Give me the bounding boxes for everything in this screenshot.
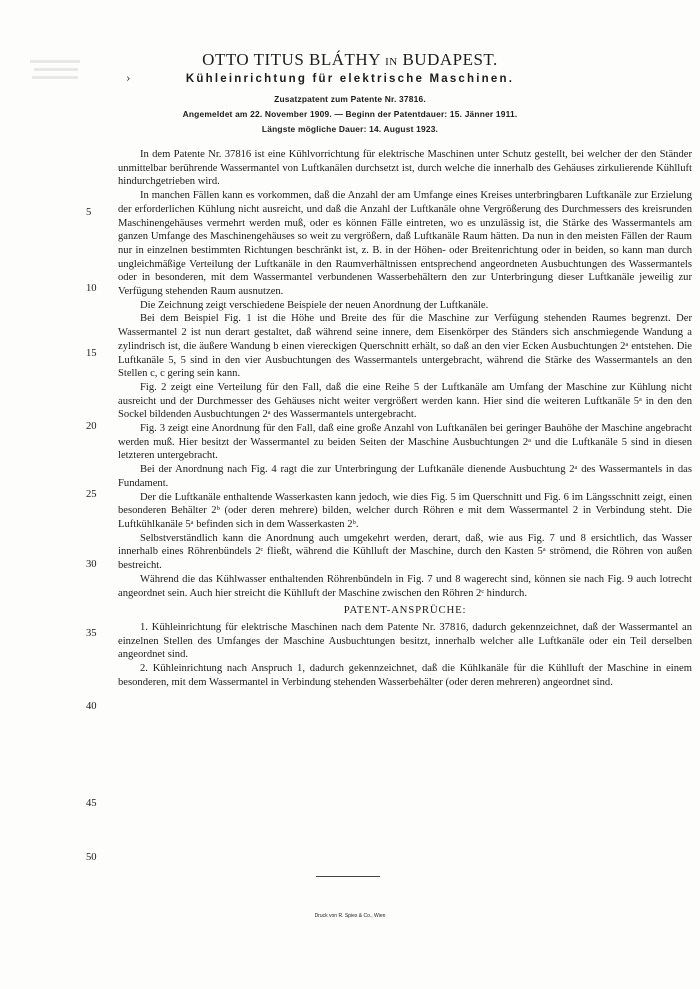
body-paragraph: Selbstverständlich kann die Anordnung auch umgekehrt werden, derart, daß, wie aus Fig. 7 und 8 ersichtlich, das Wasser innerhalb eines Röhrenbündels 2ᶜ fließt, während die Kühlluft der Maschine, durch den Kasten 5ᵃ strömend, die Röhren von außen bestreicht. (118, 532, 692, 572)
author-city: BUDAPEST. (402, 50, 498, 69)
line-number: 10 (86, 283, 97, 294)
body-paragraph: Der die Luftkanäle enthaltende Wasserkasten kann jedoch, wie dies Fig. 5 im Querschnitt und Fig. 6 im Längsschnitt zeigt, einen besonderen Behälter 2ᵇ (oder deren mehrere) bilden, welcher durch Röhren e mit dem Wassermantel 2 in Verbindung steht. Die Luftkühlkanäle 5ᵃ befinden sich in dem Wasserkasten 2ᵇ. (118, 491, 692, 530)
author-name: OTTO TITUS BLÁTHY (202, 50, 381, 69)
line-number: 5 (86, 207, 92, 218)
line-number: 30 (86, 559, 97, 570)
patent-subject: Kühleinrichtung für elektrische Maschinen. (185, 73, 515, 85)
patent-title (0, 50, 700, 70)
body-paragraph: In dem Patente Nr. 37816 ist eine Kühlvorrichtung für elektrische Maschinen unter Schutz gestellt, bei welcher der den Ständer unmittelbar berührende Wassermantel von Luftkanälen durchsetzt ist, durch welche die innerhalb des Gehäuses zirkulierende Kühlluft hindurchgetrieben wird. (118, 149, 692, 188)
line-number: 50 (86, 852, 97, 863)
closing-rule (316, 876, 380, 877)
max-duration: Längste mögliche Dauer: 14. August 1923. (261, 124, 439, 134)
line-number: 45 (86, 798, 97, 809)
body-paragraph: Bei der Anordnung nach Fig. 4 ragt die zur Unterbringung der Luftkanäle dienende Ausbuchtung 2ᵃ des Wassermantels in das Fundament. (118, 464, 692, 489)
body-paragraph: Während die das Kühlwasser enthaltenden Röhrenbündeln in Fig. 7 und 8 wagerecht sind, können sie nach Fig. 9 auch lotrecht angeordnet sein. Auch hier streicht die Kühlluft der Maschine zwischen den Röhren 2ᶜ hindurch. (118, 573, 692, 599)
body-paragraph: In manchen Fällen kann es vorkommen, daß die Anzahl der am Umfange eines Kreises unterbringbaren Luftkanäle zur Erzielung der erforderlichen Kühlung nicht ausreicht, und daß die Anzahl der Luftkanäle ohne Vergrößerung des Durchmessers des kreisrunden Maschinengehäuses vermehrt werden muß, oder es können Fälle eintreten, wo es unzulässig ist, die Stärke des Wassermantels am ganzen Umfange des Maschinengehäuses so weit zu vergrößern, daß Luftkanäle Raum hätten. Da nun in den meisten Fällen der Raum nur in einzelnen bestimmten Richtungen beschränkt ist, z. B. in der Höhen- oder Breitenrichtung oder in beiden, so kann man durch ungleichmäßige Verteilung der Luftkanäle in den Raumverhältnissen entsprechend angeordneten Ausbuchtungen des Wassermantels oder in besonderen, mit dem Wassermantel verbundenen Wasserbehältern den zur Unterbringung dieser Luftkanäle jeweilig zur Verfügung stehenden Raum ausnutzen. (118, 190, 692, 298)
line-number: 40 (86, 701, 97, 712)
line-number: 25 (86, 489, 97, 500)
body-paragraph: Fig. 2 zeigt eine Verteilung für den Fall, daß die eine Reihe 5 der Luftkanäle am Umfang der Maschine zur Kühlung nicht ausreicht und der Durchmesser des Gehäuses nicht weiter vergrößert werden kann. Hier sind die weiteren Luftkanäle 5ᵃ in den den Sockel bildenden Ausbuchtungen 2ᵃ des Wassermantels untergebracht. (118, 381, 692, 421)
body-paragraph: Bei dem Beispiel Fig. 1 ist die Höhe und Breite des für die Maschine zur Verfügung stehenden Raumes begrenzt. Der Wassermantel 2 ist nun derart gestaltet, daß während seine innere, dem Eisenkörper des Ständers sich anschmiegende Wandung a zylindrisch ist, die äußere Wandung b einen viereckigen Querschnitt erhält, so daß an den vier Ecken Ausbuchtungen 2ᵃ entstehen. Die Luftkanäle 5, 5 sind in den vier Ausbuchtungen des Wassermantels untergebracht, während die Stärke des Wassermantels an den Stellen c, c gering sein kann. (118, 313, 692, 380)
printer-imprint: Druck von R. Spies & Co., Wien (314, 913, 386, 919)
body-paragraph: Fig. 3 zeigt eine Anordnung für den Fall, daß eine große Anzahl von Luftkanälen bei geringer Bauhöhe der Maschine angebracht werden muß. Hier besitzt der Wassermantel zu beiden Seiten der Maschine Ausbuchtungen 2ᵃ und die Luftkanäle 5 sind in diesen letzteren untergebracht. (118, 423, 692, 462)
addition-note: Zusatzpatent zum Patente Nr. 37816. (274, 94, 426, 104)
claims-heading: PATENT-ANSPRÜCHE: (343, 604, 467, 617)
patent-body (118, 148, 692, 689)
line-number: 15 (86, 348, 97, 359)
bullet-mark: › (126, 72, 131, 85)
filing-dates: Angemeldet am 22. November 1909. — Beginn der Patentdauer: 15. Jänner 1911. (182, 109, 518, 119)
body-paragraph: Die Zeichnung zeigt verschiedene Beispiele der neuen Anordnung der Luftkanäle. (140, 299, 489, 311)
line-number: 35 (86, 628, 97, 639)
claim-item: 2. Kühleinrichtung nach Anspruch 1, dadurch gekennzeichnet, daß die Kühlkanäle für die Kühlluft der Maschine in einem besonderen, mit dem Wassermantel in Verbindung stehenden Wasserbehälter (oder deren mehreren) angeordnet sind. (118, 663, 692, 688)
claim-item: 1. Kühleinrichtung für elektrische Maschinen nach dem Patente Nr. 37816, dadurch gekennzeichnet, daß der Wassermantel an einzelnen Stellen des Umfanges der Maschine Ausbuchtungen besitzt, innerhalb welcher alle Luftkanäle oder ein Teil derselben angeordnet sind. (118, 621, 692, 661)
line-number: 20 (86, 421, 97, 432)
title-in: IN (385, 56, 398, 68)
